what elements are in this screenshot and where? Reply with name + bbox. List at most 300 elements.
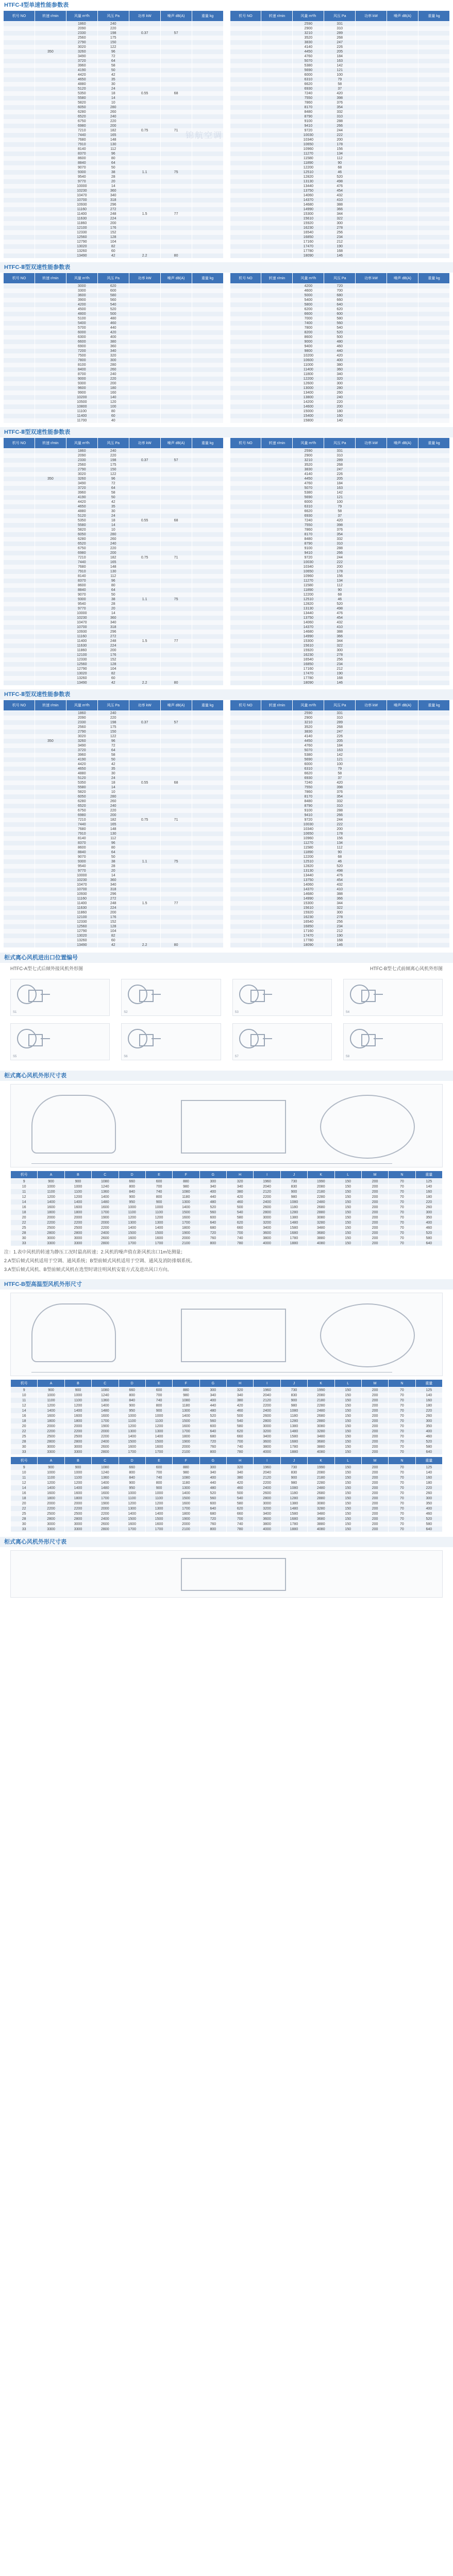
table-cell: 0.75 (129, 128, 160, 133)
table-cell (129, 386, 160, 391)
table-cell: 17780 (293, 676, 324, 681)
table-cell (356, 532, 387, 537)
table-row (230, 767, 450, 771)
table-cell: 1000 (119, 1413, 145, 1418)
column-header: 噪声 dB(A) (160, 11, 192, 22)
table-cell (35, 490, 66, 495)
bottom-drawing (10, 1550, 443, 1598)
table-cell (4, 96, 35, 100)
table-cell (418, 896, 450, 901)
table-cell: 6750 (66, 546, 97, 551)
table-cell (129, 934, 160, 938)
table-row (11, 1527, 443, 1532)
table-cell (261, 418, 293, 423)
table-cell: 224 (97, 216, 129, 221)
section-title: HTFC-B型高温型风机外形尺寸 (0, 1279, 453, 1290)
table-cell: 240 (97, 22, 129, 27)
table-cell: 14 (97, 785, 129, 790)
table-cell (230, 943, 261, 947)
table-cell: 10650 (293, 569, 324, 574)
table-cell: 9770 (66, 606, 97, 611)
table-cell: 12820 (293, 175, 324, 179)
table-cell (230, 321, 261, 326)
table-cell (387, 302, 418, 307)
table-cell (4, 363, 35, 367)
table-cell: 460 (415, 1434, 442, 1439)
table-cell: 1200 (145, 1501, 172, 1506)
table-cell (230, 915, 261, 920)
table-cell: 8840 (66, 850, 97, 855)
table-row (230, 850, 450, 855)
table-cell: 740 (227, 1444, 254, 1449)
table-cell (160, 330, 192, 335)
table-cell (230, 630, 261, 634)
table-cell: 1400 (145, 1225, 172, 1230)
table-cell (4, 490, 35, 495)
table-cell (160, 377, 192, 381)
table-cell: 14 (97, 523, 129, 528)
table-cell (160, 509, 192, 514)
table-cell: 6280 (66, 110, 97, 114)
table-cell (35, 302, 66, 307)
table-cell (418, 579, 450, 583)
column-header: G (199, 1457, 226, 1465)
table-cell (387, 662, 418, 667)
table-cell: 104 (97, 240, 129, 244)
section-title: 柜式离心风机进出口位置编号 (0, 953, 453, 963)
table-row (230, 771, 450, 776)
table-cell: 3720 (66, 748, 97, 753)
column-header: 转速 r/min (261, 438, 293, 449)
table-cell (387, 63, 418, 68)
table-cell: 11270 (293, 151, 324, 156)
table-cell (418, 156, 450, 161)
table-cell (418, 555, 450, 560)
table-row (230, 170, 450, 175)
table-cell (192, 91, 223, 96)
table-cell: 37 (324, 514, 356, 518)
table-cell (261, 449, 293, 454)
table-cell (356, 142, 387, 147)
table-cell: 30 (97, 771, 129, 776)
table-cell (356, 541, 387, 546)
table-cell: 125 (415, 1465, 442, 1470)
table-cell: 150 (334, 1215, 361, 1220)
table-cell: 14680 (293, 892, 324, 896)
table-row (11, 1501, 443, 1506)
table-cell: 520 (324, 602, 356, 606)
table-row (230, 597, 450, 602)
table-cell (356, 639, 387, 643)
table-row (4, 100, 224, 105)
table-cell: 4190 (66, 495, 97, 500)
table-cell: 3480 (308, 1225, 334, 1230)
table-cell (230, 293, 261, 298)
table-cell (35, 827, 66, 832)
table-cell (387, 509, 418, 514)
column-header: 噪声 dB(A) (387, 700, 418, 711)
table-cell: 1500 (173, 1418, 199, 1423)
table-cell (129, 184, 160, 189)
table-cell: 190 (324, 671, 356, 676)
table-row (4, 896, 224, 901)
table-cell (230, 739, 261, 743)
table-cell (418, 799, 450, 804)
table-row (4, 198, 224, 202)
table-cell: 760 (199, 1444, 226, 1449)
table-row (4, 504, 224, 509)
table-cell: 150 (334, 1480, 361, 1485)
table-cell: 1400 (92, 1480, 119, 1485)
table-cell: 3800 (254, 1521, 280, 1527)
table-cell (230, 472, 261, 477)
table-cell (418, 836, 450, 841)
table-row (4, 915, 224, 920)
table-row (230, 743, 450, 748)
table-cell: 10930 (66, 892, 97, 896)
table-cell (356, 481, 387, 486)
table-cell (387, 720, 418, 725)
table-row (4, 340, 224, 344)
table-row (230, 414, 450, 418)
table-cell: 780 (227, 1449, 254, 1454)
table-cell (356, 711, 387, 716)
table-cell (387, 634, 418, 639)
table-row (4, 391, 224, 395)
table-cell: 1000 (145, 1413, 172, 1418)
table-row (230, 620, 450, 625)
table-row (4, 353, 224, 358)
table-cell: 340 (227, 1393, 254, 1398)
table-cell (418, 96, 450, 100)
table-cell: 200 (361, 1408, 388, 1413)
table-cell (230, 100, 261, 105)
notes-block (0, 1248, 453, 1274)
table-row (4, 523, 224, 528)
table-row (230, 249, 450, 253)
table-row (230, 818, 450, 822)
table-cell (129, 391, 160, 395)
table-cell: 9720 (293, 128, 324, 133)
table-cell (230, 221, 261, 226)
table-cell: 2800 (64, 1230, 91, 1235)
table-cell (4, 845, 35, 850)
table-cell (192, 124, 223, 128)
table-cell (129, 45, 160, 49)
table-cell (261, 481, 293, 486)
table-cell (192, 725, 223, 730)
table-cell (160, 321, 192, 326)
table-cell (261, 827, 293, 832)
table-cell (129, 133, 160, 138)
table-cell (261, 753, 293, 757)
table-cell: 146 (324, 253, 356, 258)
table-cell: 9410 (293, 551, 324, 555)
table-cell: 70 (389, 1501, 415, 1506)
table-cell: 3300 (64, 1527, 91, 1532)
table-cell: 200 (97, 910, 129, 915)
table-cell (261, 307, 293, 312)
table-cell: 184 (324, 743, 356, 748)
install-diagram (10, 979, 110, 1016)
table-cell (4, 119, 35, 124)
table-cell: 2000 (38, 1501, 64, 1506)
table-cell (129, 151, 160, 156)
table-cell (4, 105, 35, 110)
table-cell (230, 671, 261, 676)
table-cell: 2800 (38, 1230, 64, 1235)
table-cell: 60 (97, 938, 129, 943)
table-cell (418, 790, 450, 794)
table-cell (4, 739, 35, 743)
table-cell (160, 743, 192, 748)
table-cell (356, 381, 387, 386)
table-cell (261, 165, 293, 170)
table-cell (418, 395, 450, 400)
table-cell: 12510 (293, 170, 324, 175)
table-cell: 480 (324, 340, 356, 344)
table-cell (356, 920, 387, 924)
table-cell: 2000 (173, 1521, 199, 1527)
table-cell (387, 767, 418, 771)
table-cell (387, 711, 418, 716)
table-cell (35, 620, 66, 625)
table-cell: 460 (415, 1225, 442, 1230)
table-row (230, 161, 450, 165)
table-cell: 198 (97, 31, 129, 36)
table-row (4, 634, 224, 639)
table-cell (418, 716, 450, 720)
table-cell: 10470 (66, 620, 97, 625)
table-cell: 7860 (293, 528, 324, 532)
table-row (4, 720, 224, 725)
table-cell: 980 (173, 1470, 199, 1475)
table-cell (192, 606, 223, 611)
table-cell: 4000 (254, 1241, 280, 1246)
table-cell: 2800 (92, 1449, 119, 1454)
table-cell (192, 226, 223, 230)
table-cell: 380 (324, 363, 356, 367)
table-cell (192, 31, 223, 36)
table-cell: 268 (324, 725, 356, 730)
perf-table-group-4 (0, 700, 453, 947)
table-row (11, 1444, 443, 1449)
table-cell: 244 (324, 128, 356, 133)
table-cell: 70 (389, 1439, 415, 1444)
column-header: 功率 kW (356, 11, 387, 22)
table-cell (160, 312, 192, 316)
table-cell (230, 555, 261, 560)
table-cell (387, 96, 418, 100)
table-cell (356, 353, 387, 358)
table-cell: 1780 (280, 1521, 307, 1527)
outlet-box-icon (250, 990, 265, 1002)
table-cell: 14 (97, 96, 129, 100)
table-cell (356, 119, 387, 124)
table-cell: 1.1 (129, 170, 160, 175)
table-cell: 380 (227, 1398, 254, 1403)
airflow-arrow-icon (41, 994, 50, 995)
table-cell: 800 (199, 1241, 226, 1246)
table-cell (418, 240, 450, 244)
table-cell (356, 249, 387, 253)
table-cell (261, 128, 293, 133)
table-cell (192, 96, 223, 100)
table-cell (35, 818, 66, 822)
table-cell: 400 (415, 1429, 442, 1434)
table-cell (4, 929, 35, 934)
column-header: I (254, 1380, 280, 1387)
table-cell (418, 193, 450, 198)
table-cell: 150 (334, 1511, 361, 1516)
table-cell (261, 82, 293, 87)
table-cell: 780 (227, 1241, 254, 1246)
table-cell: 5580 (66, 96, 97, 100)
table-cell (356, 743, 387, 748)
table-cell (261, 68, 293, 73)
table-cell (192, 827, 223, 832)
table-cell: 14060 (293, 620, 324, 625)
table-cell (160, 671, 192, 676)
column-header: 功率 kW (129, 438, 160, 449)
table-cell (129, 574, 160, 579)
table-cell (4, 151, 35, 156)
table-cell: 2200 (38, 1506, 64, 1511)
table-cell: 4450 (293, 49, 324, 54)
table-cell: 2280 (308, 1480, 334, 1485)
table-cell (418, 490, 450, 495)
table-cell (356, 216, 387, 221)
table-cell (4, 500, 35, 504)
table-cell: 178 (324, 832, 356, 836)
table-cell (356, 720, 387, 725)
table-cell: 1700 (119, 1527, 145, 1532)
table-cell (160, 579, 192, 583)
table-row (230, 832, 450, 836)
table-cell (160, 873, 192, 878)
table-cell: 175 (97, 725, 129, 730)
table-row (4, 372, 224, 377)
table-cell: 180 (415, 1480, 442, 1485)
column-header: 风量 m³/h (293, 11, 324, 22)
table-cell: 256 (324, 230, 356, 235)
table-cell: 1100 (119, 1418, 145, 1423)
table-cell (356, 910, 387, 915)
table-row (230, 943, 450, 947)
table-row (230, 579, 450, 583)
table-cell: 3800 (254, 1444, 280, 1449)
table-row (4, 189, 224, 193)
table-cell: 112 (97, 147, 129, 151)
table-cell (4, 569, 35, 574)
table-cell (192, 353, 223, 358)
table-cell (4, 616, 35, 620)
table-cell: 320 (227, 1387, 254, 1393)
table-cell: 1100 (119, 1496, 145, 1501)
table-cell (261, 630, 293, 634)
table-cell (129, 836, 160, 841)
table-cell: 200 (361, 1434, 388, 1439)
column-header: 机号 (11, 1171, 38, 1179)
table-cell: 3600 (254, 1439, 280, 1444)
column-header: 转速 r/min (261, 273, 293, 284)
table-cell: 288 (324, 119, 356, 124)
table-row (230, 606, 450, 611)
table-cell: 6520 (66, 541, 97, 546)
table-cell: 9540 (66, 175, 97, 179)
table-cell (35, 523, 66, 528)
table-cell (35, 906, 66, 910)
table-row (4, 730, 224, 734)
table-row (230, 96, 450, 100)
table-cell: 780 (227, 1527, 254, 1532)
table-cell: 420 (227, 1480, 254, 1485)
table-cell (4, 147, 35, 151)
table-cell (387, 395, 418, 400)
table-cell: 900 (38, 1465, 64, 1470)
table-cell (261, 133, 293, 138)
table-cell (230, 725, 261, 730)
table-cell (418, 873, 450, 878)
table-cell (4, 725, 35, 730)
table-cell (4, 546, 35, 551)
table-cell: 1480 (92, 1199, 119, 1205)
column-header: 机号 NO (230, 700, 261, 711)
table-cell (160, 528, 192, 532)
table-cell: 240 (97, 114, 129, 119)
table-cell (4, 676, 35, 681)
table-cell: 900 (64, 1465, 91, 1470)
table-cell (261, 179, 293, 184)
table-cell (192, 924, 223, 929)
table-cell (35, 910, 66, 915)
table-row (230, 386, 450, 391)
table-cell (160, 147, 192, 151)
table-cell: 220 (97, 377, 129, 381)
table-cell (192, 762, 223, 767)
table-cell: 3000 (254, 1215, 280, 1220)
table-cell (4, 537, 35, 541)
table-cell (4, 602, 35, 606)
table-cell (35, 579, 66, 583)
table-cell (160, 22, 192, 27)
table-row (230, 845, 450, 850)
table-cell (356, 147, 387, 151)
table-cell (230, 170, 261, 175)
table-cell (230, 284, 261, 289)
table-cell: 14 (11, 1408, 38, 1413)
table-cell (35, 175, 66, 179)
table-row (4, 906, 224, 910)
table-cell (418, 523, 450, 528)
table-cell: 2180 (308, 1189, 334, 1194)
table-cell (418, 36, 450, 40)
table-cell (418, 725, 450, 730)
table-cell (356, 449, 387, 454)
table-row (230, 896, 450, 901)
table-cell (261, 794, 293, 799)
column-header: D (119, 1380, 145, 1387)
table-row (4, 91, 224, 96)
table-cell (4, 486, 35, 490)
table-cell: 700 (227, 1516, 254, 1521)
table-cell (4, 36, 35, 40)
table-cell (129, 202, 160, 207)
table-cell (35, 481, 66, 486)
table-row (4, 910, 224, 915)
table-cell: 163 (324, 59, 356, 63)
table-cell: 830 (280, 1393, 307, 1398)
